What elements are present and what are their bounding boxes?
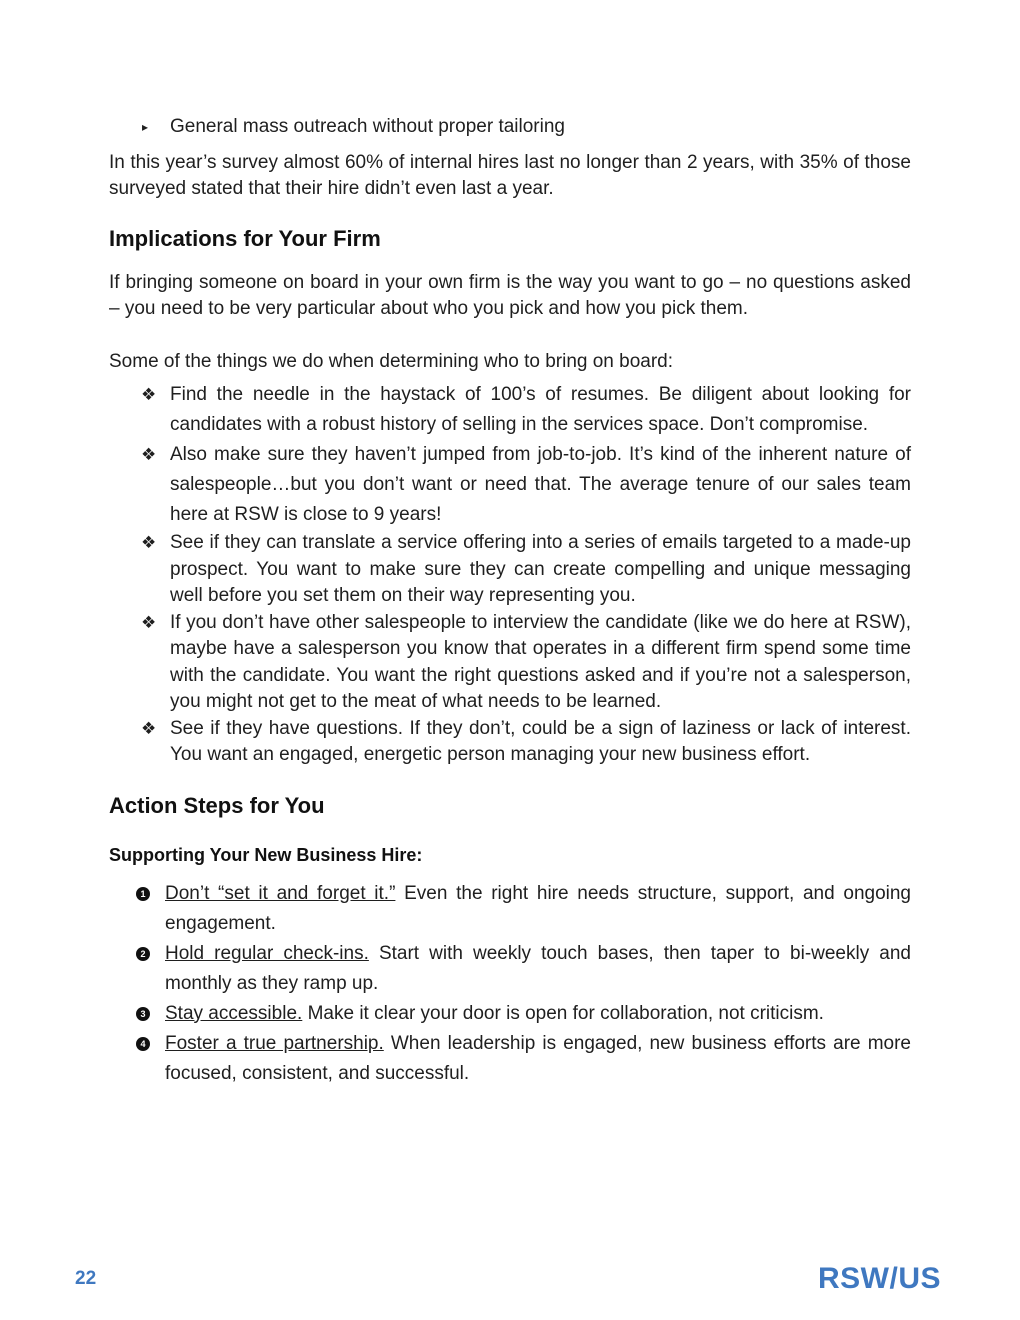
- list-item-title: Hold regular check-ins.: [165, 942, 369, 964]
- list-item-text: If you don’t have other salespeople to interview the candidate (like we do here at RSW), maybe have a salesperson you know that operates in a different firm spend some time with the candidate. You want the right questions asked and if you’re not a salesperson, you might not get to the meat of what needs to be learned.: [170, 611, 911, 712]
- triangle-bullet-icon: ▸: [142, 120, 149, 134]
- implications-intro: If bringing someone on board in your own firm is the way you want to go – no questions asked – you need to be very particular about who you pick and how you pick them.: [109, 271, 911, 319]
- section-heading-implications: Implications for Your Firm: [109, 225, 381, 251]
- list-item-text: Make it clear your door is open for collaboration, not criticism.: [302, 1002, 824, 1024]
- list-item-title: Don’t “set it and forget it.”: [165, 882, 396, 904]
- list-item: [109, 939, 911, 999]
- diamond-bullet-icon: ❖: [141, 385, 157, 404]
- number-bullet-icon: 1: [136, 887, 150, 901]
- list-item-text: See if they can translate a service offering into a series of emails targeted to a made-up prospect. You want to make sure they can create compelling and unique messaging well before you set them on their way representing you.: [170, 532, 911, 606]
- list-item-text: Even the right hire needs structure, support, and ongoing engagement.: [165, 882, 911, 934]
- list-item: [109, 380, 911, 440]
- page-content: [109, 110, 911, 1089]
- list-item: [109, 1029, 911, 1089]
- page-number: 22: [75, 1268, 97, 1289]
- number-bullet-icon: 2: [136, 947, 150, 961]
- list-item-text: Start with weekly touch bases, then taper to bi-weekly and monthly as they ramp up.: [165, 942, 911, 994]
- list-item: [109, 114, 911, 141]
- list-item-text: General mass outreach without proper tailoring: [170, 116, 565, 137]
- list-item: [109, 716, 911, 769]
- survey-paragraph: In this year’s survey almost 60% of internal hires last no longer than 2 years, with 35% of those surveyed stated that their hire didn’t even last a year.: [109, 151, 911, 199]
- list-item-text: Find the needle in the haystack of 100’s of resumes. Be diligent about looking for candidates with a robust history of selling in the services space. Don’t compromise.: [170, 384, 911, 435]
- list-item: [109, 530, 911, 610]
- section-heading-action-steps: Action Steps for You: [109, 792, 325, 818]
- list-item-text: See if they have questions. If they don’t, could be a sign of laziness or lack of interest. You want an engaged, energetic person managing your new business effort.: [170, 717, 911, 765]
- list-item-text: When leadership is engaged, new business efforts are more focused, consistent, and successful.: [165, 1032, 911, 1084]
- action-steps-list: [109, 879, 911, 1089]
- list-item: [109, 610, 911, 716]
- list-item: [109, 999, 911, 1029]
- subheading-supporting-hire: Supporting Your New Business Hire:: [109, 844, 423, 865]
- diamond-bullet-icon: ❖: [141, 718, 157, 738]
- diamond-bullet-icon: ❖: [141, 533, 157, 552]
- list-item-title: Stay accessible.: [165, 1002, 303, 1024]
- number-bullet-icon: 4: [136, 1037, 150, 1051]
- number-bullet-icon: 3: [136, 1007, 150, 1021]
- list-item-title: Foster a true partnership.: [165, 1032, 384, 1054]
- list-item: [109, 440, 911, 530]
- implications-lead: Some of the things we do when determining who to bring on board:: [109, 350, 674, 372]
- diamond-bullet-icon: ❖: [141, 445, 157, 464]
- diamond-bullet-icon: ❖: [141, 612, 157, 632]
- rsw-us-logo: RSW/US: [818, 1262, 941, 1295]
- implications-list: [109, 380, 911, 769]
- list-item-text: Also make sure they haven’t jumped from job-to-job. It’s kind of the inherent nature of salespeople…but you don’t want or need that. The average tenure of our sales team here at RSW is close to 9 years!: [170, 444, 911, 525]
- list-item: [109, 879, 911, 939]
